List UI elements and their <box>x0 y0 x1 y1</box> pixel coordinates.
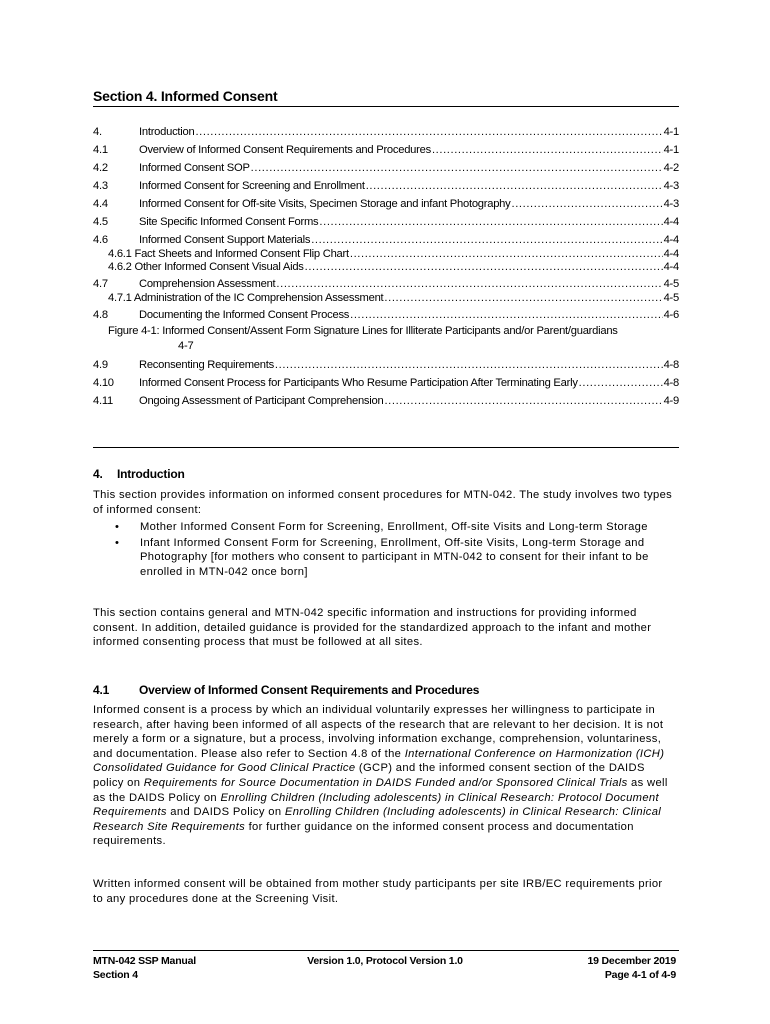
toc-page-number: 4-2 <box>663 162 679 174</box>
toc-page-number: 4-4 <box>663 234 679 246</box>
toc-number: 4.10 <box>93 377 114 389</box>
page-title: Section 4. Informed Consent <box>93 88 679 107</box>
body-text: (GCP) and the informed consent section of the DAIDS policy on <box>93 762 645 789</box>
toc-leader <box>512 198 663 211</box>
footer-version: Version 1.0, Protocol Version 1.0 <box>307 955 463 967</box>
footer-page-number: Page 4-1 of 4-9 <box>604 969 676 981</box>
section-heading-introduction <box>93 467 185 481</box>
toc-subrow[interactable] <box>93 248 679 260</box>
toc-row[interactable] <box>93 126 679 139</box>
intro-paragraph: This section provides information on informed consent procedures for MTN-042. The study involves two types of informed consent: <box>93 489 673 516</box>
overview-paragraph-2: Written informed consent will be obtained from mother study participants per site IRB/EC requirements prior to any procedures done at the Screening Visit. <box>93 878 663 905</box>
toc-title: Documenting the Informed Consent Process <box>139 309 350 321</box>
toc-title: Informed Consent SOP <box>139 162 250 174</box>
consent-types-list <box>93 520 675 580</box>
toc-title: 4.6.1 Fact Sheets and Informed Consent Flip Chart <box>108 248 349 260</box>
section-heading-overview <box>93 683 479 697</box>
footer-section: Section 4 <box>93 969 138 981</box>
toc-page-number: 4-4 <box>663 261 679 273</box>
toc-number: 4.7 <box>93 278 108 290</box>
toc-leader <box>350 309 662 322</box>
footer-right <box>480 954 676 982</box>
toc-page-number: 4-4 <box>663 248 679 260</box>
toc-number: 4.3 <box>93 180 108 192</box>
toc-title: Informed Consent for Screening and Enrollment <box>139 180 365 192</box>
toc-title: Reconsenting Requirements <box>139 359 274 371</box>
footer-date: 19 December 2019 <box>587 955 676 967</box>
toc-leader <box>305 261 663 273</box>
toc-page-number: 4-8 <box>663 359 679 371</box>
toc-row[interactable] <box>93 377 679 390</box>
toc-leader <box>366 180 663 193</box>
toc-row[interactable] <box>93 198 679 211</box>
toc-number: 4.1 <box>93 144 108 156</box>
table-of-contents <box>93 126 679 408</box>
toc-row[interactable] <box>93 180 679 193</box>
body-text: Informed consent is a process by which an individual voluntarily expresses her willingness to participate in research, after having been informed of all aspects of the research that are relevant to her decision. It is not merely a form or a signature, but a process, involving information exchange, comprehension, voluntariness, and documentation. Please also refer to Section 4.8 of the <box>93 704 664 760</box>
document-reference: Enrolling Children (Including adolescents) in Clinical Research: Protocol Document Requirements <box>93 791 659 819</box>
toc-title: Site Specific Informed Consent Forms <box>139 216 319 228</box>
toc-number: 4.6 <box>93 234 108 246</box>
toc-divider <box>93 447 679 448</box>
toc-row[interactable] <box>93 162 679 175</box>
body-text: for further guidance on the informed consent process and documentation requirements. <box>93 820 634 848</box>
heading-number: 4.1 <box>93 683 110 697</box>
toc-number: 4.5 <box>93 216 108 228</box>
intro-paragraph-2: This section contains general and MTN-042 specific information and instructions for providing informed consent. In addition, detailed guidance is provided for the standardized approach to the infant and mother informed consenting process that must be followed at all sites. <box>93 607 652 649</box>
toc-leader <box>319 216 662 229</box>
toc-row[interactable] <box>93 234 679 247</box>
footer-left <box>93 954 196 982</box>
document-reference: Requirements for Source Documentation in DAIDS Funded and/or Sponsored Clinical Trials <box>143 776 628 789</box>
toc-leader <box>276 278 662 291</box>
toc-row[interactable] <box>93 395 679 408</box>
toc-page-number: 4-3 <box>663 198 679 210</box>
toc-number: 4. <box>93 126 102 138</box>
toc-page-number: 4-1 <box>663 126 679 138</box>
toc-title: Informed Consent for Off-site Visits, Specimen Storage and infant Photography <box>139 198 511 210</box>
toc-leader <box>384 395 662 408</box>
toc-number: 4.2 <box>93 162 108 174</box>
toc-leader <box>350 248 663 260</box>
toc-title: 4.7.1 Administration of the IC Comprehension Assessment <box>108 292 384 304</box>
toc-page-number: 4-4 <box>663 216 679 228</box>
toc-page-number: 4-1 <box>663 144 679 156</box>
toc-row[interactable] <box>93 278 679 291</box>
toc-leader <box>251 162 663 175</box>
toc-figure-entry[interactable] <box>93 324 679 354</box>
toc-number: 4.8 <box>93 309 108 321</box>
overview-paragraph <box>93 703 675 849</box>
toc-leader <box>275 359 663 372</box>
toc-title: Informed Consent Process for Participants Who Resume Participation After Terminating Early <box>139 377 578 389</box>
toc-figure-title: Figure 4-1: Informed Consent/Assent Form Signature Lines for Illiterate Participants and/or Parent/guardians <box>108 325 618 337</box>
document-reference: International Conference on Harmonization (ICH) Consolidated Guidance for Good Clinical Practice <box>93 747 665 775</box>
footer-manual: MTN-042 SSP Manual <box>93 955 196 967</box>
toc-title: Ongoing Assessment of Participant Comprehension <box>139 395 384 407</box>
toc-subrow[interactable] <box>93 292 679 304</box>
list-item: • Infant Informed Consent Form for Screening, Enrollment, Off-site Visits, Long-term Storage and Photography [for mothers who consent to participant in MTN-042 to consent for their infant to be enrolled in MTN-042 once born] <box>93 536 675 580</box>
toc-number: 4.9 <box>93 359 108 371</box>
document-reference: Enrolling Children (Including adolescents) in Clinical Research: Clinical Research Site Requirements <box>93 806 662 833</box>
toc-page-number: 4-6 <box>663 309 679 321</box>
toc-leader <box>384 292 662 304</box>
toc-page-number: 4-5 <box>663 278 679 290</box>
toc-page-number: 4-9 <box>663 395 679 407</box>
heading-text: Overview of Informed Consent Requirements and Procedures <box>139 683 480 697</box>
toc-title: Introduction <box>139 126 195 138</box>
body-text: and DAIDS Policy on <box>166 806 285 819</box>
toc-page-number: 4-8 <box>663 377 679 389</box>
toc-page-number: 4-7 <box>178 340 194 352</box>
toc-leader <box>432 144 663 157</box>
toc-title: Overview of Informed Consent Requirements and Procedures <box>139 144 431 156</box>
toc-row[interactable] <box>93 309 679 322</box>
toc-title: 4.6.2 Other Informed Consent Visual Aids <box>108 261 304 273</box>
toc-title: Comprehension Assessment <box>139 278 276 290</box>
toc-row[interactable] <box>93 144 679 157</box>
body-text: as well as the DAIDS Policy on <box>93 776 668 804</box>
toc-number: 4.4 <box>93 198 108 210</box>
heading-number: 4. <box>93 467 103 481</box>
toc-number: 4.11 <box>93 395 113 407</box>
footer-divider <box>93 950 679 951</box>
toc-leader <box>311 234 662 247</box>
toc-row[interactable] <box>93 359 679 372</box>
toc-leader <box>579 377 663 390</box>
toc-leader <box>195 126 662 139</box>
heading-text: Introduction <box>117 467 185 481</box>
toc-title: Informed Consent Support Materials <box>139 234 311 246</box>
toc-subrow[interactable] <box>93 261 679 273</box>
toc-row[interactable] <box>93 216 679 229</box>
toc-page-number: 4-5 <box>663 292 679 304</box>
list-item: • Mother Informed Consent Form for Screening, Enrollment, Off-site Visits and Long-term Storage <box>93 520 675 535</box>
toc-page-number: 4-3 <box>663 180 679 192</box>
